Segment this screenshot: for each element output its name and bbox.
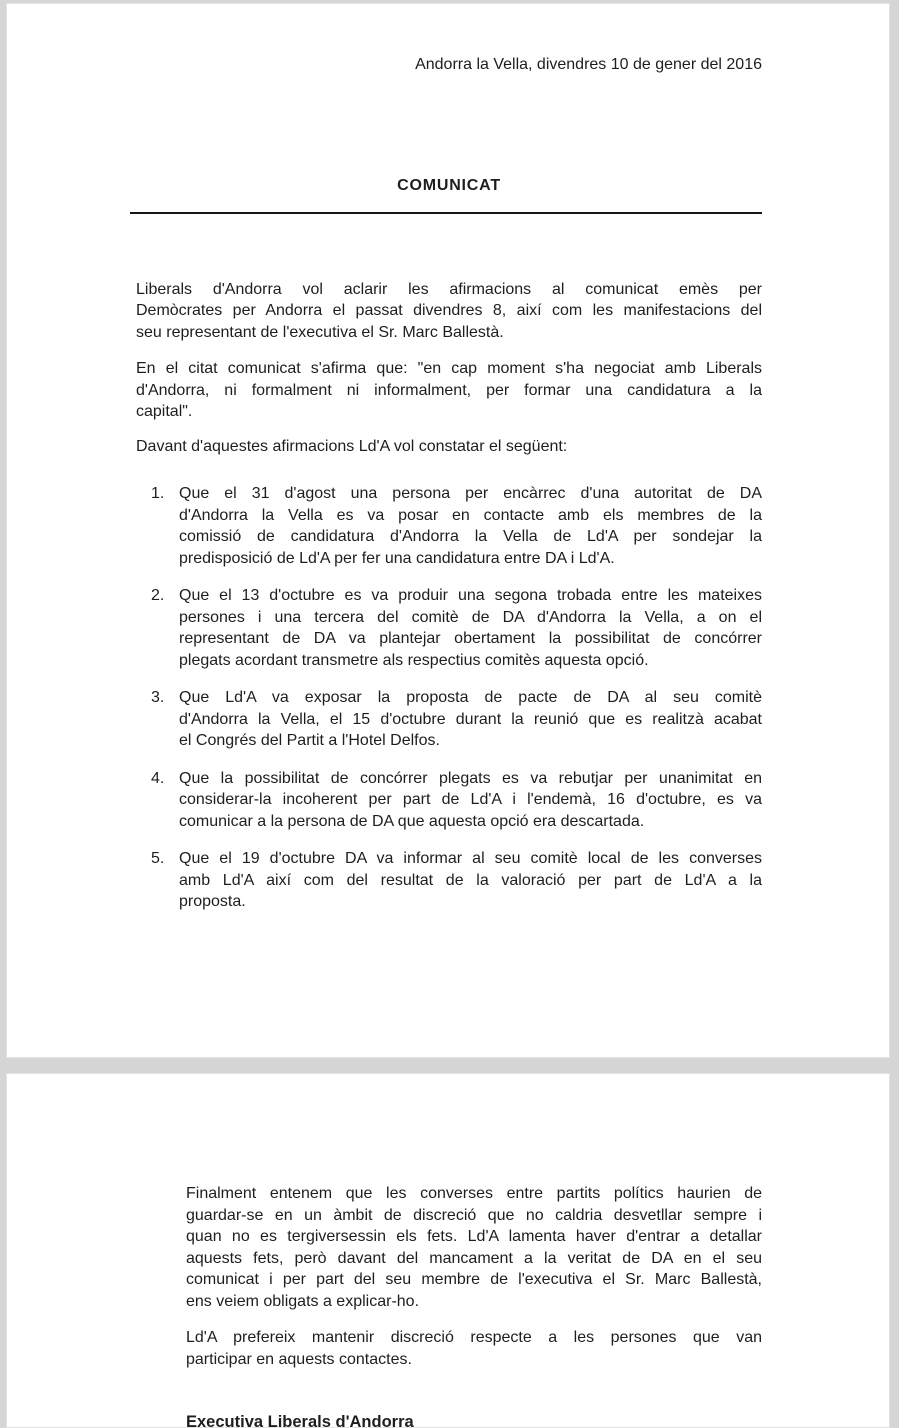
list-item-text bbox=[179, 483, 762, 569]
paragraph-1 bbox=[136, 279, 762, 344]
text-line: seu representant de l'executiva el Sr. Marc Ballestà. bbox=[136, 323, 504, 341]
paragraph-discretion bbox=[186, 1327, 762, 1370]
list-item-number: 2. bbox=[151, 587, 165, 604]
text-line: Finalment entenem que les converses entre partits polítics haurien de bbox=[186, 1185, 762, 1202]
list-item-text bbox=[179, 848, 762, 913]
text-line: aquests fets, però davant del mancament a la veritat de DA en el seu bbox=[186, 1249, 762, 1267]
list-item-text bbox=[179, 687, 762, 752]
text-line: En el citat comunicat s'afirma que: "en cap moment s'ha negociat amb Liberals bbox=[136, 360, 762, 377]
text-line: d'Andorra, ni formalment ni informalment, per formar una candidatura a la bbox=[136, 381, 762, 399]
text-line: Que la possibilitat de concórrer plegats es va rebutjar per unanimitat en bbox=[179, 769, 762, 787]
text-line: Que el 31 d'agost una persona per encàrrec d'una autoritat de DA bbox=[179, 485, 762, 502]
text-line: guardar-se en un àmbit de discreció que no caldria desvetllar sempre i bbox=[186, 1206, 762, 1224]
text-line: Davant d'aquestes afirmacions Ld'A vol constatar el següent: bbox=[136, 437, 568, 455]
text-line: Demòcrates per Andorra el passat divendres 8, així com les manifestacions del bbox=[136, 302, 762, 319]
text-line: Que el 19 d'octubre DA va informar al seu comitè local de les converses bbox=[179, 850, 762, 867]
list-item-text bbox=[179, 585, 762, 671]
list-item-text bbox=[179, 768, 762, 833]
text-line: Liberals d'Andorra vol aclarir les afirmacions al comunicat emès per bbox=[136, 280, 762, 298]
text-line: participar en aquests contactes. bbox=[186, 1350, 412, 1368]
numbered-list bbox=[136, 483, 762, 913]
signature: Executiva Liberals d'Andorra bbox=[186, 1413, 414, 1428]
document-page-2 bbox=[6, 1073, 890, 1428]
document-page-1 bbox=[6, 3, 890, 1058]
list-item-number: 3. bbox=[151, 689, 165, 706]
paragraph-3 bbox=[136, 436, 762, 458]
text-line: capital". bbox=[136, 403, 193, 420]
text-line: comunicar a la persona de DA que aquesta opció era descartada. bbox=[179, 812, 645, 830]
text-line: plegats acordant transmetre als respectius comitès aquesta opció. bbox=[179, 651, 649, 669]
paragraph-final bbox=[186, 1183, 762, 1312]
list-item-5 bbox=[136, 848, 762, 913]
text-line: quan no es tergiversessin els fets. Ld'A lamenta haver d'entrar a detallar bbox=[186, 1228, 762, 1245]
text-line: d'Andorra la Vella, el 15 d'octubre durant la reunió que es realitzà acabat bbox=[179, 710, 762, 728]
text-line: el Congrés del Partit a l'Hotel Delfos. bbox=[179, 732, 440, 749]
list-item-number: 4. bbox=[151, 769, 165, 787]
text-line: comissió de candidatura d'Andorra la Vella de Ld'A per sondejar la bbox=[179, 528, 762, 545]
text-line: considerar-la incoherent per part de Ld'A i l'endemà, 16 d'octubre, es va bbox=[179, 791, 762, 808]
document-viewer bbox=[0, 3, 899, 1428]
text-line: ens veiem obligats a explicar-ho. bbox=[186, 1292, 420, 1310]
list-item-3 bbox=[136, 687, 762, 752]
text-line: persones i una tercera del comitè de DA d'Andorra la Vella, a on el bbox=[179, 608, 762, 626]
text-line: amb Ld'A així com del resultat de la valoració per part de Ld'A a la bbox=[179, 871, 762, 889]
text-line: proposta. bbox=[179, 893, 246, 910]
text-line: comunicat i per part del seu membre de l'executiva el Sr. Marc Ballestà, bbox=[186, 1271, 762, 1288]
text-line: Que el 13 d'octubre es va produir una segona trobada entre les mateixes bbox=[179, 587, 762, 604]
list-item-1 bbox=[136, 483, 762, 569]
text-line: Que Ld'A va exposar la proposta de pacte de DA al seu comitè bbox=[179, 689, 762, 706]
text-line: d'Andorra la Vella es va posar en contacte amb els membres de la bbox=[179, 506, 762, 524]
title-rule bbox=[130, 212, 762, 214]
list-item-number: 1. bbox=[151, 485, 165, 502]
text-line: representant de DA va plantejar obertament la possibilitat de concórrer bbox=[179, 630, 762, 647]
list-item-number: 5. bbox=[151, 850, 165, 867]
text-line: Ld'A prefereix mantenir discreció respecte a les persones que van bbox=[186, 1329, 762, 1346]
paragraph-2 bbox=[136, 358, 762, 423]
document-title: COMUNICAT bbox=[397, 176, 501, 194]
text-line: predisposició de Ld'A per fer una candidatura entre DA i Ld'A. bbox=[179, 549, 615, 567]
date-line: Andorra la Vella, divendres 10 de gener del 2016 bbox=[415, 56, 762, 73]
list-item-2 bbox=[136, 585, 762, 671]
list-item-4 bbox=[136, 768, 762, 833]
